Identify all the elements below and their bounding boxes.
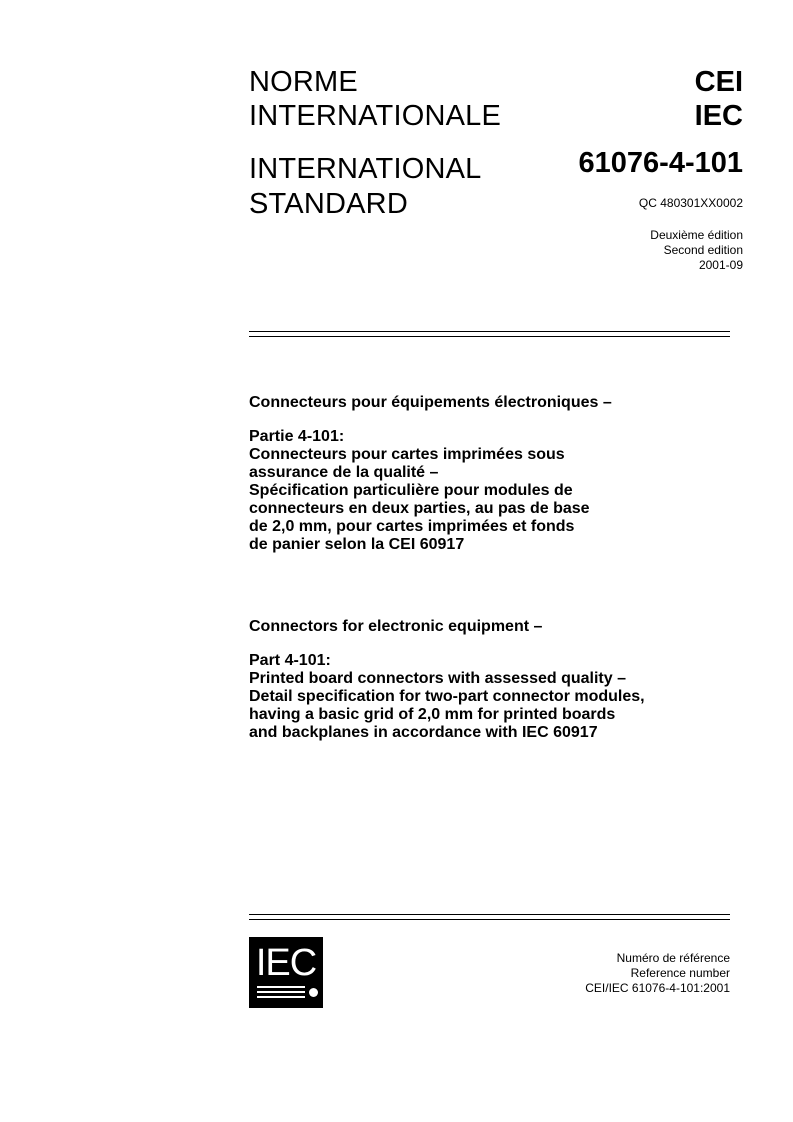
fr-part-line: Spécification particulière pour modules de xyxy=(249,482,573,499)
fr-part-block xyxy=(249,428,590,554)
org-code-fr: CEI xyxy=(694,66,743,98)
title-en-line1: INTERNATIONAL xyxy=(249,153,482,185)
standard-number: 61076-4-101 xyxy=(578,147,743,179)
fr-heading: Connecteurs pour équipements électroniques – xyxy=(249,394,612,411)
reference-label-en: Reference number xyxy=(630,966,730,980)
iec-logo xyxy=(249,937,323,1008)
fr-part-line: Connecteurs pour cartes imprimées sous xyxy=(249,446,565,463)
en-part-line: Detail specification for two-part connector modules, xyxy=(249,688,645,705)
logo-line xyxy=(257,986,305,988)
en-part-line: having a basic grid of 2,0 mm for printed boards xyxy=(249,706,616,723)
en-part-line: and backplanes in accordance with IEC 60917 xyxy=(249,724,598,741)
reference-code: CEI/IEC 61076-4-101:2001 xyxy=(585,981,730,995)
logo-line xyxy=(257,996,305,998)
en-part-line: Printed board connectors with assessed quality – xyxy=(249,670,626,687)
fr-part-line: assurance de la qualité – xyxy=(249,464,439,481)
org-code-en: IEC xyxy=(694,100,743,132)
title-fr-line2: INTERNATIONALE xyxy=(249,100,502,132)
logo-line xyxy=(257,991,305,993)
fr-part-line: Partie 4-101: xyxy=(249,428,345,445)
bottom-divider xyxy=(249,914,730,920)
qc-number: QC 480301XX0002 xyxy=(638,196,743,210)
iec-logo-text: IEC xyxy=(255,942,317,984)
en-part-block xyxy=(249,652,645,742)
top-divider xyxy=(249,331,730,337)
title-en-line2: STANDARD xyxy=(249,188,408,220)
edition-date: 2001-09 xyxy=(698,258,743,272)
fr-part-line: connecteurs en deux parties, au pas de base xyxy=(249,500,590,517)
en-heading: Connectors for electronic equipment – xyxy=(249,618,543,635)
en-part-line: Part 4-101: xyxy=(249,652,331,669)
fr-part-line: de panier selon la CEI 60917 xyxy=(249,536,465,553)
fr-part-line: de 2,0 mm, pour cartes imprimées et fonds xyxy=(249,518,575,535)
reference-label-fr: Numéro de référence xyxy=(616,951,730,965)
edition-fr: Deuxième édition xyxy=(650,228,743,242)
logo-dot xyxy=(309,988,318,997)
edition-en: Second edition xyxy=(663,243,743,257)
title-fr-line1: NORME xyxy=(249,66,358,98)
